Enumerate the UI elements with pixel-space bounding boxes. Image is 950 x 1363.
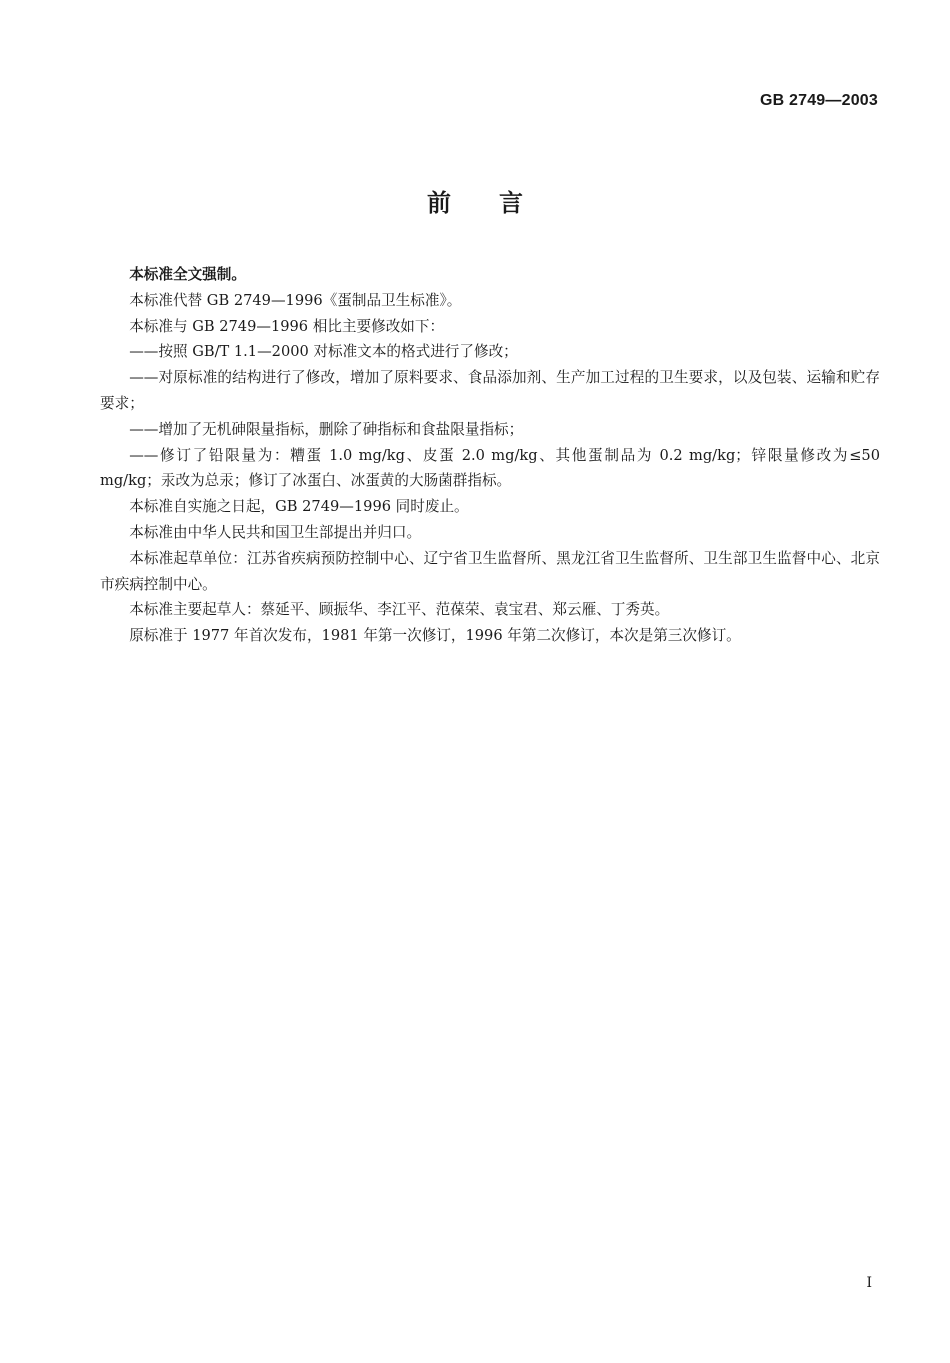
standard-code: GB 2749—2003 — [759, 92, 878, 109]
paragraph-drafters: 本标准主要起草人：蔡延平、顾振华、李江平、范葆荣、袁宝君、郑云雁、丁秀英。 — [129, 601, 670, 619]
paragraph-proposer: 本标准由中华人民共和国卫生部提出并归口。 — [129, 523, 422, 541]
paragraph-mandatory: 本标准全文强制。 — [129, 266, 246, 283]
foreword-body — [100, 262, 880, 649]
paragraph-history: 原标准于 1977 年首次发布，1981 年第一次修订，1996 年第二次修订，本次是第三次修订。 — [129, 627, 741, 645]
change-item-lead: ——修订了铅限量为：糟蛋 1.0 mg/kg、皮蛋 2.0 mg/kg、其他蛋制品为 0.2 mg/kg；锌限量修改为≤50 mg/kg；汞改为总汞；修订了冰蛋白、冰蛋黄的大肠菌群指标。 — [100, 446, 880, 490]
page-number: I — [866, 1275, 872, 1291]
paragraph-effective: 本标准自实施之日起，GB 2749—1996 同时废止。 — [129, 498, 469, 516]
paragraph-replaces: 本标准代替 GB 2749—1996《蛋制品卫生标准》。 — [129, 291, 462, 309]
change-item-format: ——按照 GB/T 1.1—2000 对标准文本的格式进行了修改； — [129, 343, 518, 361]
page-title: 前言 — [427, 189, 571, 217]
paragraph-drafting-units: 本标准起草单位：江苏省疾病预防控制中心、辽宁省卫生监督所、黑龙江省卫生监督所、卫生部卫生监督中心、北京市疾病控制中心。 — [100, 549, 880, 593]
change-item-arsenic: ——增加了无机砷限量指标，删除了砷指标和食盐限量指标； — [129, 420, 524, 438]
paragraph-changes-intro: 本标准与 GB 2749—1996 相比主要修改如下： — [129, 317, 445, 335]
change-item-structure: ——对原标准的结构进行了修改，增加了原料要求、食品添加剂、生产加工过程的卫生要求，以及包装、运输和贮存要求； — [100, 369, 880, 412]
